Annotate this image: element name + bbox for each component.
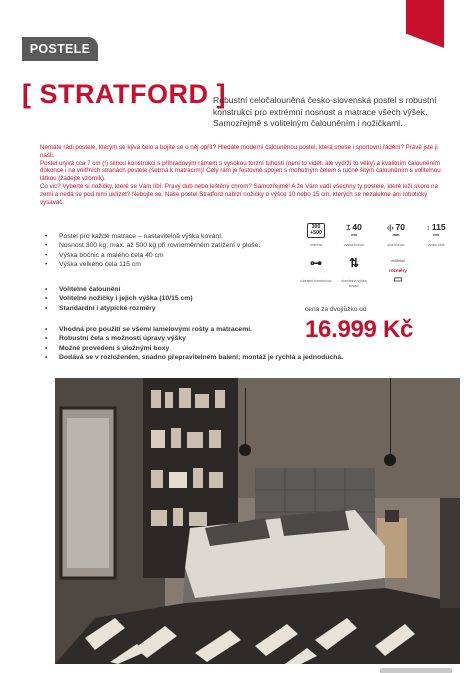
bottom-strip xyxy=(380,668,452,673)
product-subtitle: Robustní celočalouněná česko-slovenská postel s robustní konstrukcí pro extrémní nosnost a matrace všech výšek. Samozřejmě s volitelným čalouněním i nožičkami. xyxy=(213,95,437,128)
feature-icons xyxy=(300,223,458,293)
spec-item: • Postel pro každé matrace – nastavitelná výška kování. xyxy=(45,232,325,241)
load-capacity-icon: 300 +500 nosnost xyxy=(300,223,332,253)
spec-item: • Výška bočnic a malého čela 40 cm xyxy=(45,251,325,260)
product-title: [ STRATFORD ] xyxy=(22,79,226,109)
headboard-height-icon: ↕ 115 cm výška čela xyxy=(426,222,446,247)
extras-item: • Robustní čela s možností úpravy výšky xyxy=(45,334,405,343)
feature-list xyxy=(45,285,325,313)
intro-paragraph: Co vic? Vyberte si nožičky, které se Vám líbí. Pravý dub nebo leštěný chrom? Samozřejmě! A že Vám vadí všechny ty postele, které leží skoro na zemi a nedá se pod nimi uklízet? Nebojte se. Naše postel Stratford nabízí nožičky o výšce 10 nebo 15 cm, kterých se nezalekne ani robotický vysavač. xyxy=(40,182,438,206)
robust-frame-icon: ⊶ robustní konstrukce xyxy=(300,256,332,283)
spec-list xyxy=(45,232,325,269)
intro-paragraph: Postel urývá cca 7 cm (!) silnou konstrukci s příhradovým rámem s vysokou torzní tuhostí (není to vidět, ale vydrží to věky) a kvalitním čalouněním dokonce i na vnitřních stranách postele (šetrná k matracím)! Celý rám je festovně spojen s mohutným čelem s ručně šitým čalouněním s volitelnou látkou (žádejte vzorník). xyxy=(40,159,441,183)
intro-text xyxy=(40,144,452,206)
feature-item: • Volitelné nožičky i jejich výška (10/15 cm) xyxy=(45,294,325,303)
frame-width-icon: ‹|› 70 mm síla bočnic xyxy=(386,222,406,247)
corner-flag xyxy=(406,0,444,48)
bedroom-photo xyxy=(55,378,460,664)
category-tab: POSTELE xyxy=(22,37,98,61)
custom-sizes-icon: volitelné rozměry ▭ xyxy=(389,259,407,285)
price: 16.999 Kč xyxy=(305,316,414,343)
intro-paragraph: Nemáte rádi postele, kterým se kývá čelo a bojíte se o něj opřít? Hledáte moderní čalouněnou postel, která snese i sportovní řádění? Právě jste ji našli. xyxy=(40,144,438,159)
spec-item: • Výška velkého čela 115 cm xyxy=(45,260,325,269)
feature-item: • Volitelné čalounění xyxy=(45,285,325,294)
extras-item: • Dodává se v rozloženém, snadno přepravitelném balení; montáž je rychlá a jednoduchá. xyxy=(45,353,405,362)
side-height-icon: ⌶ 40 cm výška bočnic xyxy=(343,222,365,247)
spec-item: • Nosnost 300 kg; max. až 500 kg při rovnoměrném zatížení v ploše. xyxy=(45,241,325,250)
extras-item: • Možné provedení s úložnými boxy xyxy=(45,344,405,353)
adjustable-height-icon: ⇅ stavitelná výška kování xyxy=(341,256,367,288)
extras-item: • Vhodná pro použití se všemi lamelovými rošty a matracemi. xyxy=(45,325,405,334)
feature-item: • Standardní i atypické rozměry xyxy=(45,304,325,313)
price-label: cena za dvojlůžko od xyxy=(305,306,367,313)
